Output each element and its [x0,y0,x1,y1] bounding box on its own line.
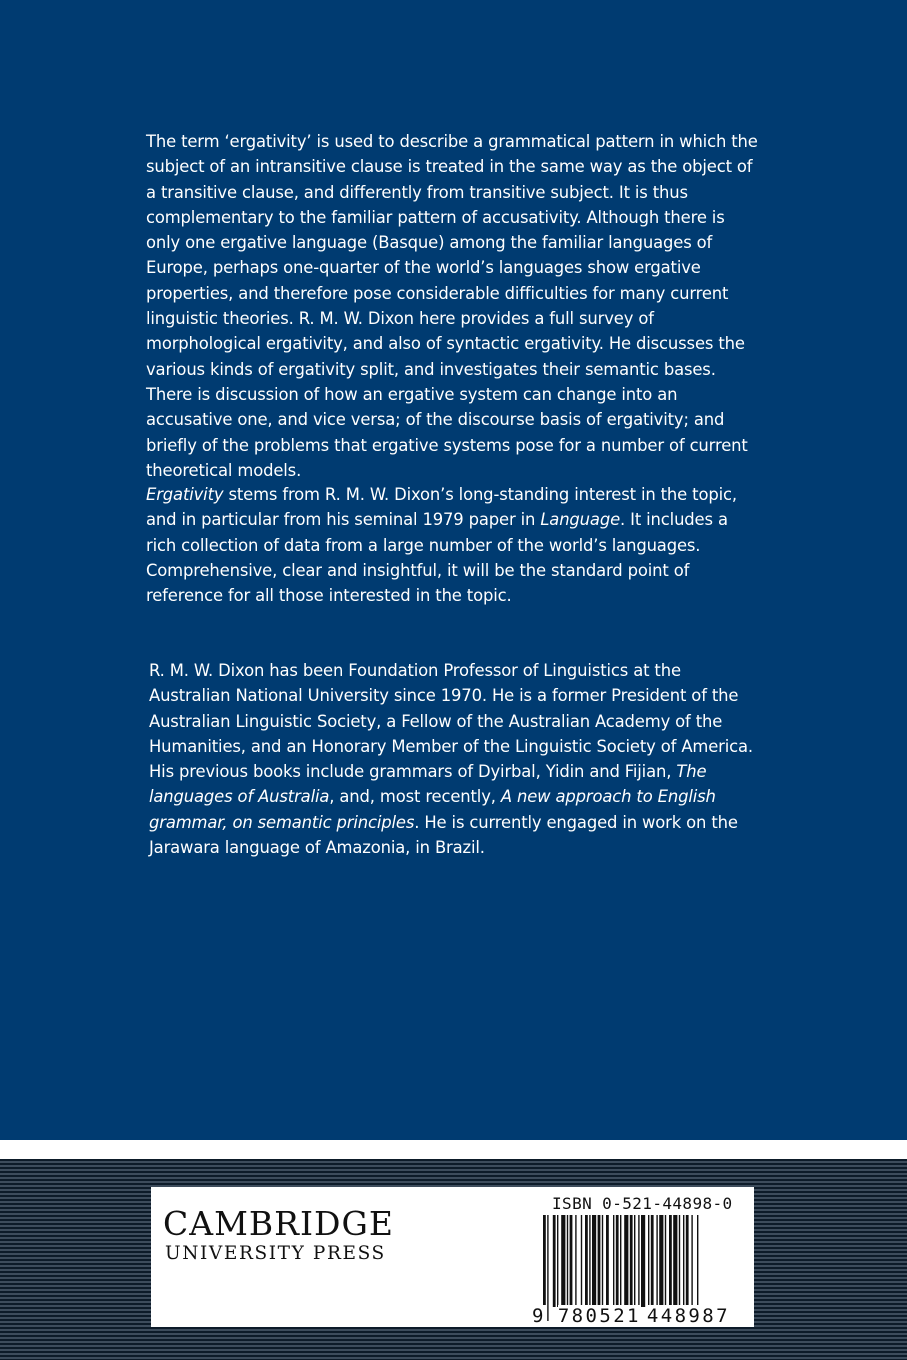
barcode-bar [691,1215,692,1307]
blurb-text-1: The term ‘ergativity’ is used to describe a grammatical pattern in which the subject of an intransitive clause is treated in the same way as the object of a transitive clause, and differently from transitive subject. It is thus complementary to the familiar pattern of accusativity. Although there is only one ergative language (Basque) among the familiar languages of Europe, perhaps one-quarter of the world’s languages show ergative properties, and therefore pose considerable difficulties for many current linguistic theories. R. M. W. Dixon here provides a full survey of morphological ergativity, and also of syntactic ergativity. He discusses the various kinds of ergativity split, and investigates their semantic bases. There is discussion of how an ergative system can change into an accusative one, and vice versa; of the discourse basis of ergativity; and briefly of the problems that ergative systems pose for a number of current theoretical models. [146,132,758,480]
barcode-bar [575,1215,576,1307]
blurb-text-2a: stems from R. M. W. Dixon’s long-standing interest in the topic, and in particular from his seminal 1979 paper in [146,485,737,530]
barcode-bar [634,1215,635,1307]
barcode-bar [616,1215,619,1307]
publisher-logo [163,1205,394,1265]
barcode-bar [630,1215,633,1307]
barcode-bar [585,1215,588,1307]
barcode-digits [532,1305,742,1327]
author-bio-text-b: , and, most recently, [329,787,501,807]
publisher-name: CAMBRIDGE [163,1204,394,1243]
blurb-text-2b: . It includes a rich collection of data from a large number of the world’s languages. Comprehensive, clear and insightful, it will be the standard point of reference for all those interested in the topic. [146,510,728,606]
barcode-bar [589,1215,590,1307]
white-divider [0,1140,907,1159]
barcode-bar [602,1215,603,1307]
barcode-bar [641,1215,645,1307]
previous-book-2: A new approach to English grammar, on semantic principles [149,787,716,832]
author-bio-text-c: . He is currently engaged in work on the Jarawara language of Amazonia, in Brazil. [149,812,738,858]
barcode-bar [592,1215,596,1307]
journal-title-italic: Language [540,510,621,530]
barcode-bar [606,1215,609,1307]
publisher-label [151,1187,754,1327]
barcode-bar [659,1215,663,1307]
isbn-label: ISBN 0-521-44898-0 [552,1194,733,1213]
barcode-bar [651,1215,654,1307]
barcode-bar [638,1215,639,1307]
barcode-bar [683,1215,684,1307]
barcode-bar [686,1215,689,1307]
author-bio [149,658,763,860]
author-bio-text-a: R. M. W. Dixon has been Foundation Professor of Linguistics at the Australian National University since 1970. He is a former President of the Australian Linguistic Society, a Fellow of the Australian Academy of the Humanities, and an Honorary Member of the Linguistic Society of America. His previous books include grammars of Dyirbal, Yidin and Fijian, [149,661,753,782]
barcode-bar [665,1215,666,1307]
blurb-paragraph-2 [146,482,760,608]
barcode-lead-digit: 9 [532,1305,546,1327]
barcode-bar [561,1215,565,1307]
barcode-bar [598,1215,601,1307]
barcode-bar [567,1215,568,1307]
barcode-bar [581,1215,582,1307]
publisher-subname: UNIVERSITY PRESS [165,1243,386,1264]
barcode-bar [656,1215,657,1307]
barcode-group-2: 448987 [646,1305,730,1327]
barcode-bar [557,1215,558,1307]
blurb-paragraph-1 [146,129,760,483]
barcode-bar [613,1215,614,1307]
barcode-bar [570,1215,573,1307]
barcode-bar [673,1215,677,1307]
previous-book-1: The languages of Australia [149,762,707,807]
barcode-bar [669,1215,672,1307]
barcode-bar [648,1215,649,1307]
barcode-bar [553,1215,556,1307]
barcode-group-1: 780521 [557,1305,641,1327]
barcode-bar [679,1215,680,1307]
book-title-italic: Ergativity [146,485,224,504]
